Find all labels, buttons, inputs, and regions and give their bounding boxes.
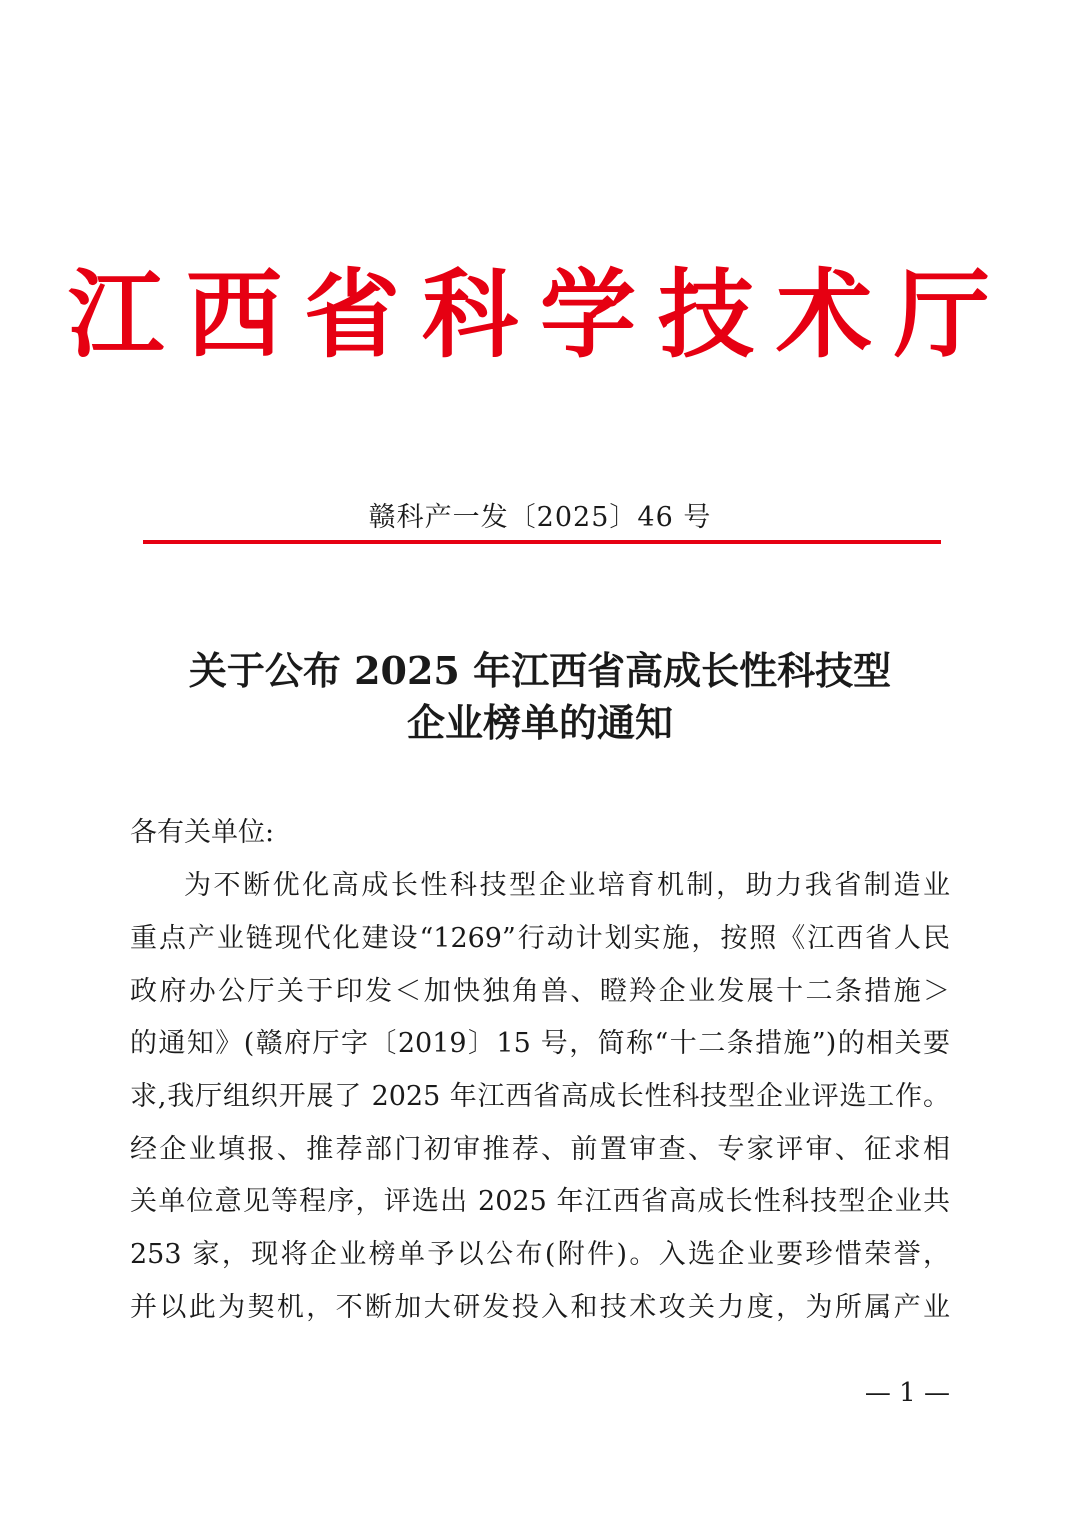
- body-paragraph-line: 并以此为契机，不断加大研发投入和技术攻关力度，为所属产业: [130, 1292, 950, 1323]
- page-number: — 1 —: [864, 1378, 950, 1408]
- body-paragraph-line: 求,我厅组织开展了 2025 年江西省高成长性科技型企业评选工作。: [130, 1081, 950, 1112]
- body-paragraph-line: 重点产业链现代化建设“1269”行动计划实施，按照《江西省人民: [130, 923, 950, 954]
- salutation: 各有关单位:: [130, 817, 275, 848]
- body-paragraph-line: 253 家，现将企业榜单予以公布(附件)。入选企业要珍惜荣誉，: [130, 1239, 950, 1270]
- body-paragraph-line: 政府办公厅关于印发＜加快独角兽、瞪羚企业发展十二条措施＞: [130, 976, 950, 1007]
- document-number: 赣科产一发〔2025〕46 号: [368, 502, 712, 533]
- body-paragraph-line: 关单位意见等程序，评选出 2025 年江西省高成长性科技型企业共: [130, 1186, 950, 1217]
- document-title-line-2: 企业榜单的通知: [406, 700, 673, 745]
- body-paragraph-line: 为不断优化高成长性科技型企业培育机制，助力我省制造业: [184, 870, 950, 901]
- document-title: [0, 645, 1080, 749]
- body-paragraph-line: 经企业填报、推荐部门初审推荐、前置审查、专家评审、征求相: [130, 1134, 950, 1165]
- red-divider-line: [143, 540, 941, 544]
- issuing-organization-header: 江西省科学技术厅: [68, 259, 1012, 371]
- document-title-line-1: 关于公布 2025 年江西省高成长性科技型: [188, 648, 892, 693]
- body-paragraph-line: 的通知》(赣府厅字〔2019〕15 号，简称“十二条措施”)的相关要: [130, 1028, 950, 1059]
